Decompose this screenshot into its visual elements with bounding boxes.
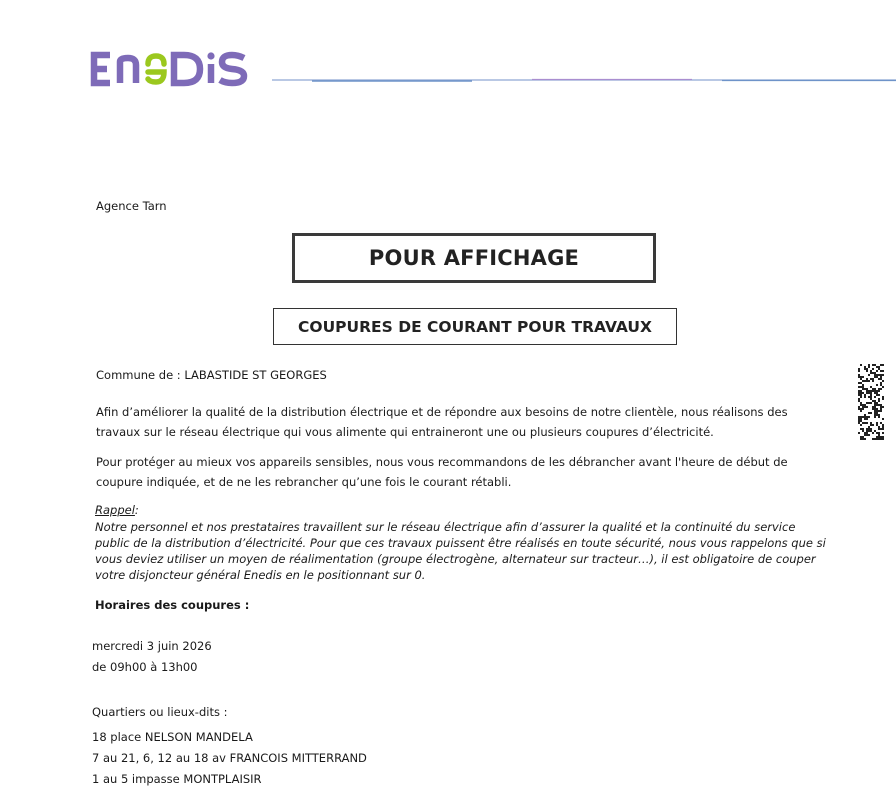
coupures-box [273,308,677,345]
rappel-label: Rappel [95,503,135,517]
address-item: 1 au 5 impasse MONTPLAISIR [92,772,262,786]
address-item: 7 au 21, 6, 12 au 18 av FRANCOIS MITTERRAND [92,751,367,765]
affichage-title: POUR AFFICHAGE [368,246,580,270]
enedis-logo [88,44,268,94]
agency-name: Agence Tarn [96,199,167,213]
commune-line: Commune de : LABASTIDE ST GEORGES [96,368,327,382]
coupure-time: de 09h00 à 13h00 [92,660,198,674]
header-line [272,76,896,84]
rappel-sep: : [134,503,139,517]
quartiers-label: Quartiers ou lieux-dits : [92,705,228,719]
protect-paragraph: Pour protéger au mieux vos appareils sensibles, nous vous recommandons de les débrancher avant l'heure de début de coupure indiquée, et de ne les rebrancher qu’une fois le courant rétabli. [96,455,788,489]
coupures-title: COUPURES DE COURANT POUR TRAVAUX [298,317,652,336]
affichage-box [292,233,656,283]
coupure-date: mercredi 3 juin 2026 [92,639,212,653]
horaires-title: Horaires des coupures : [95,598,250,612]
rappel-label-wrap [95,503,139,517]
address-list [92,727,367,790]
qr-code-icon [858,364,884,440]
address-item: 18 place NELSON MANDELA [92,730,253,744]
intro-paragraph: Afin d’améliorer la qualité de la distribution électrique et de répondre aux besoins de notre clientèle, nous réalisons des travaux sur le réseau électrique qui vous alimente qui entraineront une ou plusieurs coupures d’électricité. [96,405,788,439]
rappel-text: Notre personnel et nos prestataires travaillent sur le réseau électrique afin d’assurer la qualité et la continuité du service public de la distribution d’électricité. Pour que ces travaux puissent être réalisés en toute sécurité, nous vous rappelons que si vous deviez utiliser un moyen de réalimentation (groupe électrogène, alternateur sur tracteur…), il est obligatoire de couper votre disjoncteur général Enedis en le positionnant sur 0. [95,520,826,582]
